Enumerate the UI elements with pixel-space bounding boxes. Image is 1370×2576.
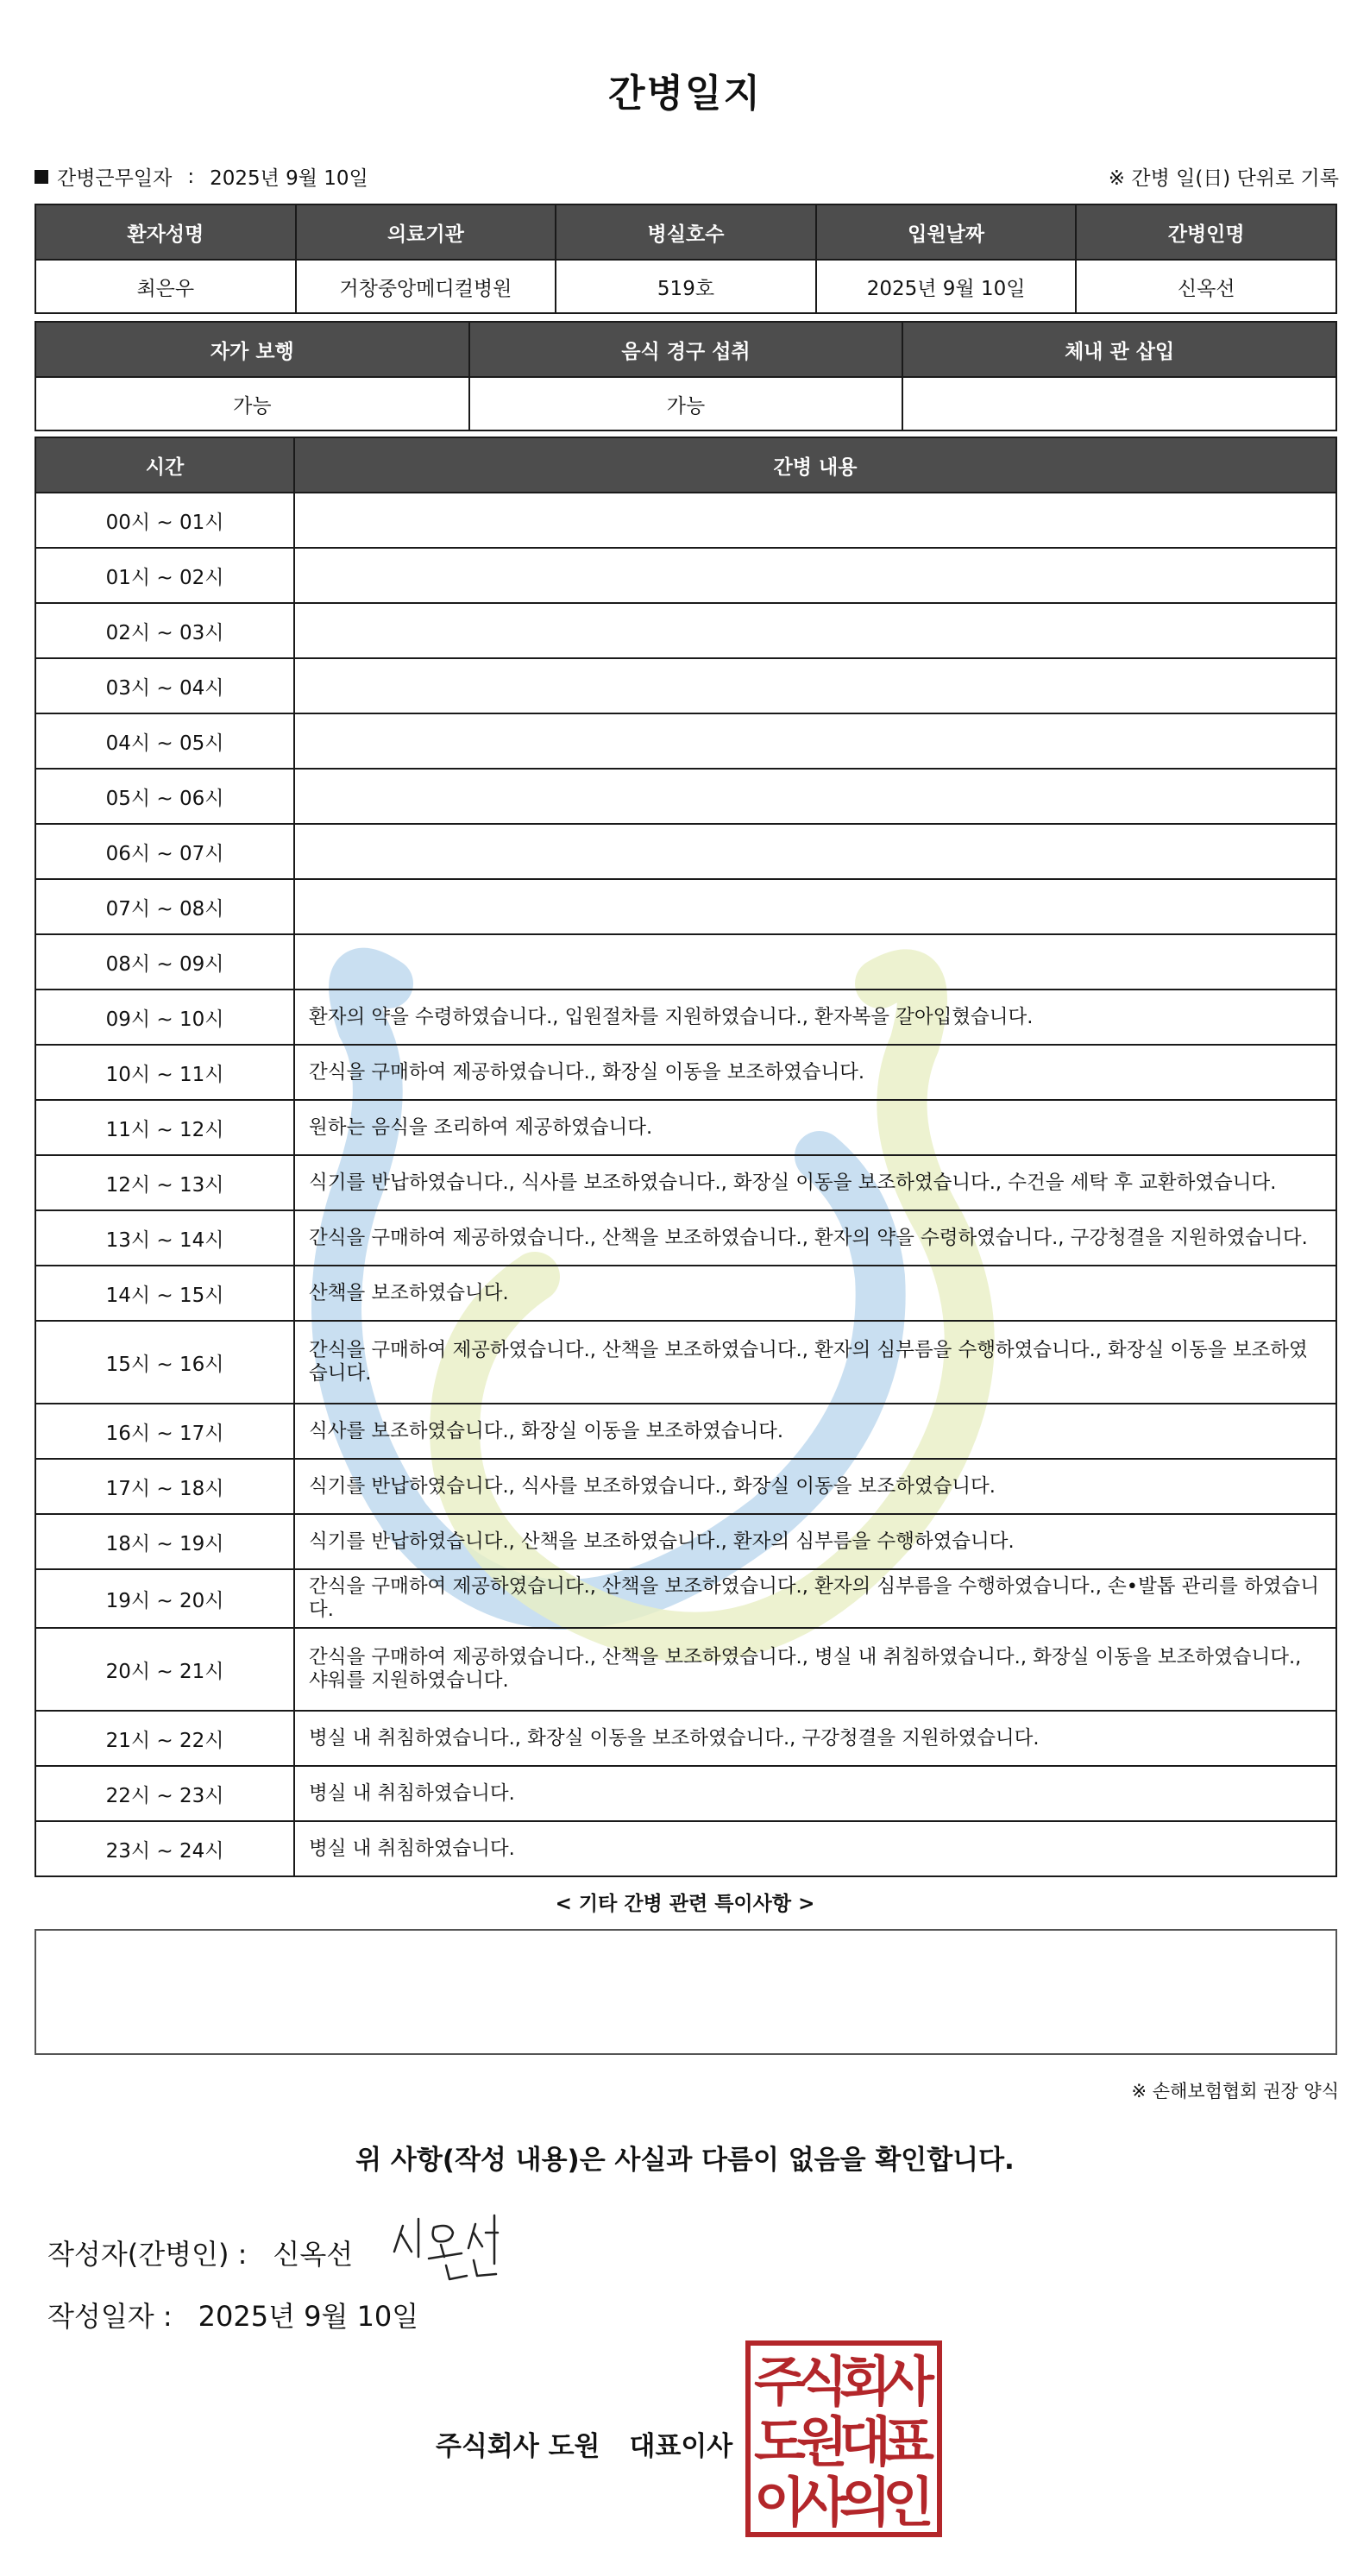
time-cell: 03시 ~ 04시 (35, 658, 294, 713)
svg-text:원: 원 (796, 2410, 848, 2473)
table-row (35, 713, 1336, 769)
content-cell: 병실 내 취침하였습니다. (294, 1821, 1336, 1876)
svg-text:사: 사 (796, 2471, 848, 2534)
content-cell: 식기를 반납하였습니다., 산책을 보조하였습니다., 환자의 심부름을 수행하였습니다. (294, 1514, 1336, 1569)
table-row (35, 1628, 1336, 1711)
time-cell: 01시 ~ 02시 (35, 548, 294, 603)
time-cell: 12시 ~ 13시 (35, 1155, 294, 1210)
patient-status-table (35, 321, 1337, 431)
table-row (35, 824, 1336, 879)
svg-text:사: 사 (883, 2350, 934, 2413)
time-cell: 14시 ~ 15시 (35, 1266, 294, 1321)
time-cell: 11시 ~ 12시 (35, 1100, 294, 1155)
oral-intake-value: 가능 (469, 377, 903, 430)
content-cell (294, 713, 1336, 769)
write-date-value: 2025년 9월 10일 (198, 2300, 419, 2333)
content-cell: 간식을 구매하여 제공하였습니다., 화장실 이동을 보조하였습니다. (294, 1045, 1336, 1100)
svg-text:주: 주 (754, 2350, 806, 2413)
table-row (35, 493, 1336, 548)
time-cell: 16시 ~ 17시 (35, 1404, 294, 1459)
patient-info-table (35, 204, 1337, 314)
time-cell: 00시 ~ 01시 (35, 493, 294, 548)
table-row (35, 658, 1336, 713)
writer-label: 작성자(간병인) : (47, 2238, 248, 2271)
writer-line (47, 2233, 353, 2272)
square-bullet-icon (35, 170, 48, 184)
content-cell (294, 658, 1336, 713)
content-cell: 식기를 반납하였습니다., 식사를 보조하였습니다., 화장실 이동을 보조하였습니다., 수건을 세탁 후 교환하였습니다. (294, 1155, 1336, 1210)
form-source-note: ※ 손해보험협회 권장 양식 (1131, 2081, 1339, 2102)
content-cell (294, 769, 1336, 824)
content-cell: 간식을 구매하여 제공하였습니다., 산책을 보조하였습니다., 환자의 심부름을 수행하였습니다., 화장실 이동을 보조하였습니다. (294, 1321, 1336, 1404)
work-date-separator: : (187, 165, 195, 188)
svg-text:회: 회 (839, 2350, 891, 2413)
table-row (35, 1404, 1336, 1459)
table-row (35, 1711, 1336, 1766)
company-signature-line (436, 2424, 732, 2463)
time-cell: 22시 ~ 23시 (35, 1766, 294, 1821)
content-cell: 병실 내 취침하였습니다. (294, 1766, 1336, 1821)
content-cell (294, 603, 1336, 658)
time-cell: 18시 ~ 19시 (35, 1514, 294, 1569)
svg-text:이: 이 (754, 2471, 806, 2534)
confirmation-statement: 위 사항(작성 내용)은 사실과 다름이 없음을 확인합니다. (355, 2145, 1015, 2176)
special-notes-title: < 기타 간병 관련 특이사항 > (555, 1893, 815, 1915)
table-row (35, 1766, 1336, 1821)
table-header-row (35, 204, 1336, 260)
header-oral-intake: 음식 경구 섭취 (469, 322, 903, 377)
header-hospital: 의료기관 (296, 204, 556, 260)
self-walking-value: 가능 (35, 377, 469, 430)
time-cell: 17시 ~ 18시 (35, 1459, 294, 1514)
room-number: 519호 (556, 260, 816, 313)
svg-text:도: 도 (754, 2410, 806, 2473)
table-row (35, 1459, 1336, 1514)
content-cell: 간식을 구매하여 제공하였습니다., 산책을 보조하였습니다., 병실 내 취침하였습니다., 화장실 이동을 보조하였습니다., 샤워를 지원하였습니다. (294, 1628, 1336, 1711)
svg-text:의: 의 (839, 2471, 891, 2534)
company-role: 대표이사 (629, 2431, 733, 2462)
company-seal-icon (745, 2340, 943, 2538)
time-cell: 23시 ~ 24시 (35, 1821, 294, 1876)
tube-insertion-value (902, 377, 1336, 430)
time-cell: 20시 ~ 21시 (35, 1628, 294, 1711)
table-header-row (35, 437, 1336, 493)
time-cell: 13시 ~ 14시 (35, 1210, 294, 1266)
time-cell: 06시 ~ 07시 (35, 824, 294, 879)
time-cell: 08시 ~ 09시 (35, 934, 294, 990)
content-cell (294, 879, 1336, 934)
content-cell: 간식을 구매하여 제공하였습니다., 산책을 보조하였습니다., 환자의 약을 수령하였습니다., 구강청결을 지원하였습니다. (294, 1210, 1336, 1266)
content-cell: 병실 내 취침하였습니다., 화장실 이동을 보조하였습니다., 구강청결을 지원하였습니다. (294, 1711, 1336, 1766)
content-cell (294, 493, 1336, 548)
table-row (35, 1514, 1336, 1569)
write-date-line (47, 2295, 418, 2334)
content-cell: 환자의 약을 수령하였습니다., 입원절차를 지원하였습니다., 환자복을 갈아입혔습니다. (294, 990, 1336, 1045)
unit-note: ※ 간병 일(日) 단위로 기록 (1108, 167, 1339, 190)
table-row (35, 1210, 1336, 1266)
table-row (35, 377, 1336, 430)
header-time: 시간 (35, 437, 294, 493)
table-row (35, 260, 1336, 313)
content-cell: 원하는 음식을 조리하여 제공하였습니다. (294, 1100, 1336, 1155)
svg-text:대: 대 (839, 2410, 891, 2473)
time-cell: 15시 ~ 16시 (35, 1321, 294, 1404)
table-row (35, 934, 1336, 990)
header-care-content: 간병 내용 (294, 437, 1336, 493)
work-date-label: 간병근무일자 (57, 167, 173, 190)
content-cell (294, 548, 1336, 603)
header-self-walking: 자가 보행 (35, 322, 469, 377)
special-notes-box (35, 1929, 1337, 2055)
header-tube-insertion: 체내 관 삽입 (902, 322, 1336, 377)
time-cell: 05시 ~ 06시 (35, 769, 294, 824)
time-cell: 04시 ~ 05시 (35, 713, 294, 769)
patient-name: 최은우 (35, 260, 296, 313)
caregiver-name: 신옥선 (1076, 260, 1336, 313)
content-cell: 간식을 구매하여 제공하였습니다., 산책을 보조하였습니다., 환자의 심부름을 수행하였습니다., 손•발톱 관리를 하였습니다. (294, 1569, 1336, 1628)
svg-text:인: 인 (883, 2471, 934, 2534)
care-log-table (35, 437, 1337, 1877)
table-header-row (35, 322, 1336, 377)
write-date-label: 작성일자 : (47, 2300, 173, 2333)
table-row (35, 1100, 1336, 1155)
header-caregiver: 간병인명 (1076, 204, 1336, 260)
writer-name: 신옥선 (273, 2238, 354, 2271)
table-row (35, 990, 1336, 1045)
hospital: 거창중앙메디컬병원 (296, 260, 556, 313)
table-row (35, 1155, 1336, 1210)
time-cell: 09시 ~ 10시 (35, 990, 294, 1045)
content-cell (294, 934, 1336, 990)
content-cell: 식기를 반납하였습니다., 식사를 보조하였습니다., 화장실 이동을 보조하였습니다. (294, 1459, 1336, 1514)
work-date-value: 2025년 9월 10일 (210, 167, 368, 190)
content-cell: 산책을 보조하였습니다. (294, 1266, 1336, 1321)
table-row (35, 1045, 1336, 1100)
time-cell: 10시 ~ 11시 (35, 1045, 294, 1100)
table-row (35, 769, 1336, 824)
content-cell (294, 824, 1336, 879)
header-room: 병실호수 (556, 204, 816, 260)
table-row (35, 879, 1336, 934)
time-cell: 02시 ~ 03시 (35, 603, 294, 658)
time-cell: 19시 ~ 20시 (35, 1569, 294, 1628)
header-admission-date: 입원날짜 (816, 204, 1077, 260)
page-title: 간병일지 (607, 72, 762, 116)
work-date (35, 162, 368, 191)
table-row (35, 1821, 1336, 1876)
table-row (35, 548, 1336, 603)
time-cell: 07시 ~ 08시 (35, 879, 294, 934)
admission-date: 2025년 9월 10일 (816, 260, 1077, 313)
svg-text:표: 표 (883, 2410, 934, 2473)
time-cell: 21시 ~ 22시 (35, 1711, 294, 1766)
header-patient-name: 환자성명 (35, 204, 296, 260)
table-row (35, 1569, 1336, 1628)
content-cell: 식사를 보조하였습니다., 화장실 이동을 보조하였습니다. (294, 1404, 1336, 1459)
table-row (35, 1266, 1336, 1321)
table-row (35, 603, 1336, 658)
company-name: 주식회사 도원 (436, 2431, 600, 2462)
table-row (35, 1321, 1336, 1404)
signature-icon (384, 2207, 531, 2284)
svg-text:식: 식 (796, 2350, 848, 2413)
